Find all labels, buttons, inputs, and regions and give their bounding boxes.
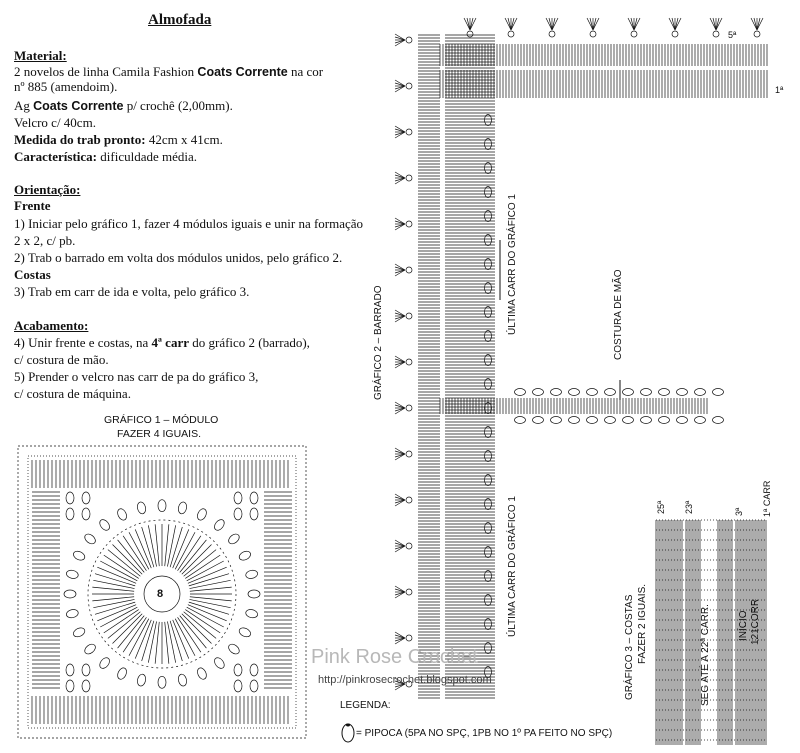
grafico2-row-5: 5ª bbox=[728, 30, 737, 40]
step-4b: c/ costura de mão. bbox=[14, 352, 109, 367]
grafico3-row-1: 1ª CARR bbox=[762, 480, 772, 517]
material-line-1: 2 novelos de linha Camila Fashion Coats Corrente na cor bbox=[14, 64, 324, 79]
page-title: Almofada bbox=[148, 12, 212, 28]
watermark-url: http://pinkrosecrochet.blogspot.com bbox=[318, 674, 492, 686]
legend-pipoca: = PIPOCA (5PA NO SPÇ, 1PB NO 1º PA FEITO NO SPÇ) bbox=[356, 728, 613, 739]
ultima-carr-bottom-label: ÚLTIMA CARR DO GRÁFICO 1 bbox=[507, 496, 518, 637]
grafico3-row-23: 23ª bbox=[684, 500, 694, 514]
material-line-3: Ag Coats Corrente p/ crochê (2,00mm). bbox=[14, 98, 233, 113]
grafico3-row-25: 25ª bbox=[656, 500, 666, 514]
instructions-column bbox=[14, 48, 394, 408]
acabamento-heading: Acabamento: bbox=[14, 318, 89, 333]
grafico2-row-1: 1ª bbox=[775, 85, 784, 95]
material-line-2: nº 885 (amendoim). bbox=[14, 79, 118, 94]
grafico2-vertical-label: GRÁFICO 2 – BARRADO bbox=[373, 285, 384, 400]
step-5a: 5) Prender o velcro nas carr de pa do gráfico 3, bbox=[14, 369, 259, 384]
watermark-name: Pink Rose Crochet bbox=[311, 646, 478, 668]
grafico1-center-number: 8 bbox=[157, 588, 164, 600]
grafico1-title-2: FAZER 4 IGUAIS. bbox=[117, 428, 202, 440]
step-1a: 1) Iniciar pelo gráfico 1, fazer 4 módulos iguais e unir na formação bbox=[14, 216, 364, 231]
ultima-carr-top-label: ÚLTIMA CARR DO GRÁFICO 1 bbox=[507, 194, 518, 335]
step-5b: c/ costura de máquina. bbox=[14, 386, 131, 401]
material-heading: Material: bbox=[14, 48, 67, 63]
grafico1-title-1: GRÁFICO 1 – MÓDULO bbox=[104, 414, 219, 426]
grafico3-label-2: FAZER 2 IGUAIS. bbox=[637, 583, 648, 664]
grafico3-label-1: GRÁFICO 3 – COSTAS bbox=[624, 594, 635, 700]
material-line-4: Velcro c/ 40cm. bbox=[14, 115, 96, 130]
costura-de-mao-label: COSTURA DE MÃO bbox=[613, 269, 624, 360]
costas-heading: Costas bbox=[14, 267, 51, 282]
grafico3-seg-label: SEG ATÉ A 22ª CARR. bbox=[700, 604, 711, 706]
legend-heading: LEGENDA: bbox=[340, 700, 391, 711]
measure-line: Medida do trab pronto: 42cm x 41cm. bbox=[14, 132, 223, 147]
orientacao-heading: Orientação: bbox=[14, 182, 81, 197]
step-4: 4) Unir frente e costas, na 4ª carr do gráfico 2 (barrado), bbox=[14, 335, 310, 350]
step-1b: 2 x 2, c/ pb. bbox=[14, 233, 76, 248]
frente-heading: Frente bbox=[14, 198, 51, 213]
feature-line: Característica: dificuldade média. bbox=[14, 149, 198, 164]
step-3: 3) Trab em carr de ida e volta, pelo gráfico 3. bbox=[14, 284, 250, 299]
grafico3-row-3: 3ª bbox=[734, 507, 744, 516]
step-2: 2) Trab o barrado em volta dos módulos unidos, pelo gráfico 2. bbox=[14, 250, 343, 265]
grafico3-inicio-corr-label: 121CORR bbox=[750, 598, 761, 645]
grafico3-inicio-label: INÍCIO bbox=[738, 610, 749, 641]
